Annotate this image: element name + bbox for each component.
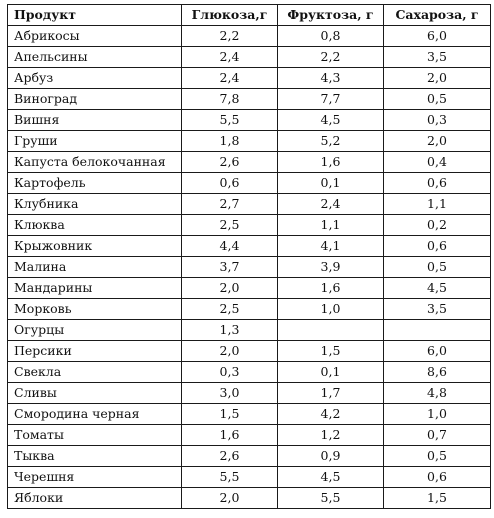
- product-name: Капуста белокочанная: [8, 152, 182, 173]
- fructose-value: 7,7: [278, 89, 384, 110]
- fructose-value: [278, 320, 384, 341]
- sucrose-value: [384, 320, 491, 341]
- sucrose-value: 0,5: [384, 257, 491, 278]
- glucose-value: 2,6: [182, 446, 278, 467]
- glucose-value: 2,4: [182, 47, 278, 68]
- fructose-value: 0,1: [278, 173, 384, 194]
- table-row: [8, 152, 491, 173]
- fructose-value: 5,2: [278, 131, 384, 152]
- glucose-value: 2,2: [182, 26, 278, 47]
- sugar-content-table: [7, 4, 491, 509]
- fructose-value: 5,5: [278, 488, 384, 509]
- table-row: [8, 467, 491, 488]
- glucose-value: 2,0: [182, 278, 278, 299]
- sucrose-value: 0,5: [384, 89, 491, 110]
- sucrose-value: 0,2: [384, 215, 491, 236]
- sucrose-value: 3,5: [384, 47, 491, 68]
- product-name: Крыжовник: [8, 236, 182, 257]
- glucose-value: 5,5: [182, 110, 278, 131]
- fructose-value: 1,1: [278, 215, 384, 236]
- sucrose-value: 0,6: [384, 236, 491, 257]
- glucose-value: 3,0: [182, 383, 278, 404]
- sucrose-value: 2,0: [384, 68, 491, 89]
- product-name: Тыква: [8, 446, 182, 467]
- fructose-value: 0,8: [278, 26, 384, 47]
- glucose-value: 2,0: [182, 341, 278, 362]
- fructose-value: 2,2: [278, 47, 384, 68]
- sucrose-value: 4,8: [384, 383, 491, 404]
- product-name: Мандарины: [8, 278, 182, 299]
- table-row: [8, 446, 491, 467]
- sucrose-value: 0,5: [384, 446, 491, 467]
- sucrose-value: 0,3: [384, 110, 491, 131]
- header-product: Продукт: [8, 5, 182, 26]
- product-name: Клубника: [8, 194, 182, 215]
- glucose-value: 5,5: [182, 467, 278, 488]
- table-row: [8, 131, 491, 152]
- glucose-value: 2,0: [182, 488, 278, 509]
- table-row: [8, 26, 491, 47]
- product-name: Смородина черная: [8, 404, 182, 425]
- product-name: Виноград: [8, 89, 182, 110]
- table-row: [8, 68, 491, 89]
- glucose-value: 2,7: [182, 194, 278, 215]
- table-row: [8, 47, 491, 68]
- fructose-value: 1,2: [278, 425, 384, 446]
- glucose-value: 3,7: [182, 257, 278, 278]
- glucose-value: 2,6: [182, 152, 278, 173]
- product-name: Картофель: [8, 173, 182, 194]
- header-fructose: Фруктоза, г: [278, 5, 384, 26]
- header-glucose: Глюкоза,г: [182, 5, 278, 26]
- table-row: [8, 278, 491, 299]
- table-row: [8, 404, 491, 425]
- product-name: Томаты: [8, 425, 182, 446]
- glucose-value: 2,4: [182, 68, 278, 89]
- table-row: [8, 362, 491, 383]
- glucose-value: 0,6: [182, 173, 278, 194]
- fructose-value: 0,1: [278, 362, 384, 383]
- product-name: Малина: [8, 257, 182, 278]
- table-row: [8, 236, 491, 257]
- table-row: [8, 257, 491, 278]
- glucose-value: 7,8: [182, 89, 278, 110]
- product-name: Огурцы: [8, 320, 182, 341]
- sucrose-value: 6,0: [384, 26, 491, 47]
- sucrose-value: 8,6: [384, 362, 491, 383]
- glucose-value: 1,6: [182, 425, 278, 446]
- product-name: Абрикосы: [8, 26, 182, 47]
- table-row: [8, 215, 491, 236]
- fructose-value: 1,0: [278, 299, 384, 320]
- fructose-value: 3,9: [278, 257, 384, 278]
- glucose-value: 2,5: [182, 215, 278, 236]
- table-row: [8, 425, 491, 446]
- fructose-value: 1,6: [278, 278, 384, 299]
- glucose-value: 4,4: [182, 236, 278, 257]
- fructose-value: 4,5: [278, 467, 384, 488]
- table-header-row: [8, 5, 491, 26]
- product-name: Арбуз: [8, 68, 182, 89]
- table-row: [8, 320, 491, 341]
- glucose-value: 2,5: [182, 299, 278, 320]
- table-row: [8, 110, 491, 131]
- table-row: [8, 341, 491, 362]
- product-name: Яблоки: [8, 488, 182, 509]
- sucrose-value: 0,7: [384, 425, 491, 446]
- sucrose-value: 6,0: [384, 341, 491, 362]
- table-row: [8, 89, 491, 110]
- sucrose-value: 0,6: [384, 173, 491, 194]
- header-sucrose: Сахароза, г: [384, 5, 491, 26]
- product-name: Морковь: [8, 299, 182, 320]
- fructose-value: 4,5: [278, 110, 384, 131]
- product-name: Черешня: [8, 467, 182, 488]
- product-name: Апельсины: [8, 47, 182, 68]
- glucose-value: 1,5: [182, 404, 278, 425]
- sucrose-value: 0,4: [384, 152, 491, 173]
- product-name: Персики: [8, 341, 182, 362]
- sucrose-value: 3,5: [384, 299, 491, 320]
- table-row: [8, 299, 491, 320]
- product-name: Вишня: [8, 110, 182, 131]
- table-row: [8, 383, 491, 404]
- table-row: [8, 194, 491, 215]
- fructose-value: 4,1: [278, 236, 384, 257]
- sucrose-value: 4,5: [384, 278, 491, 299]
- product-name: Клюква: [8, 215, 182, 236]
- glucose-value: 1,3: [182, 320, 278, 341]
- sucrose-value: 1,1: [384, 194, 491, 215]
- fructose-value: 4,2: [278, 404, 384, 425]
- fructose-value: 1,7: [278, 383, 384, 404]
- fructose-value: 2,4: [278, 194, 384, 215]
- table-row: [8, 488, 491, 509]
- sucrose-value: 1,0: [384, 404, 491, 425]
- sucrose-value: 1,5: [384, 488, 491, 509]
- table-row: [8, 173, 491, 194]
- fructose-value: 4,3: [278, 68, 384, 89]
- fructose-value: 0,9: [278, 446, 384, 467]
- table-body: [8, 26, 491, 509]
- glucose-value: 1,8: [182, 131, 278, 152]
- product-name: Груши: [8, 131, 182, 152]
- product-name: Свекла: [8, 362, 182, 383]
- product-name: Сливы: [8, 383, 182, 404]
- sucrose-value: 0,6: [384, 467, 491, 488]
- fructose-value: 1,6: [278, 152, 384, 173]
- fructose-value: 1,5: [278, 341, 384, 362]
- glucose-value: 0,3: [182, 362, 278, 383]
- sugar-content-table-container: [7, 4, 491, 509]
- sucrose-value: 2,0: [384, 131, 491, 152]
